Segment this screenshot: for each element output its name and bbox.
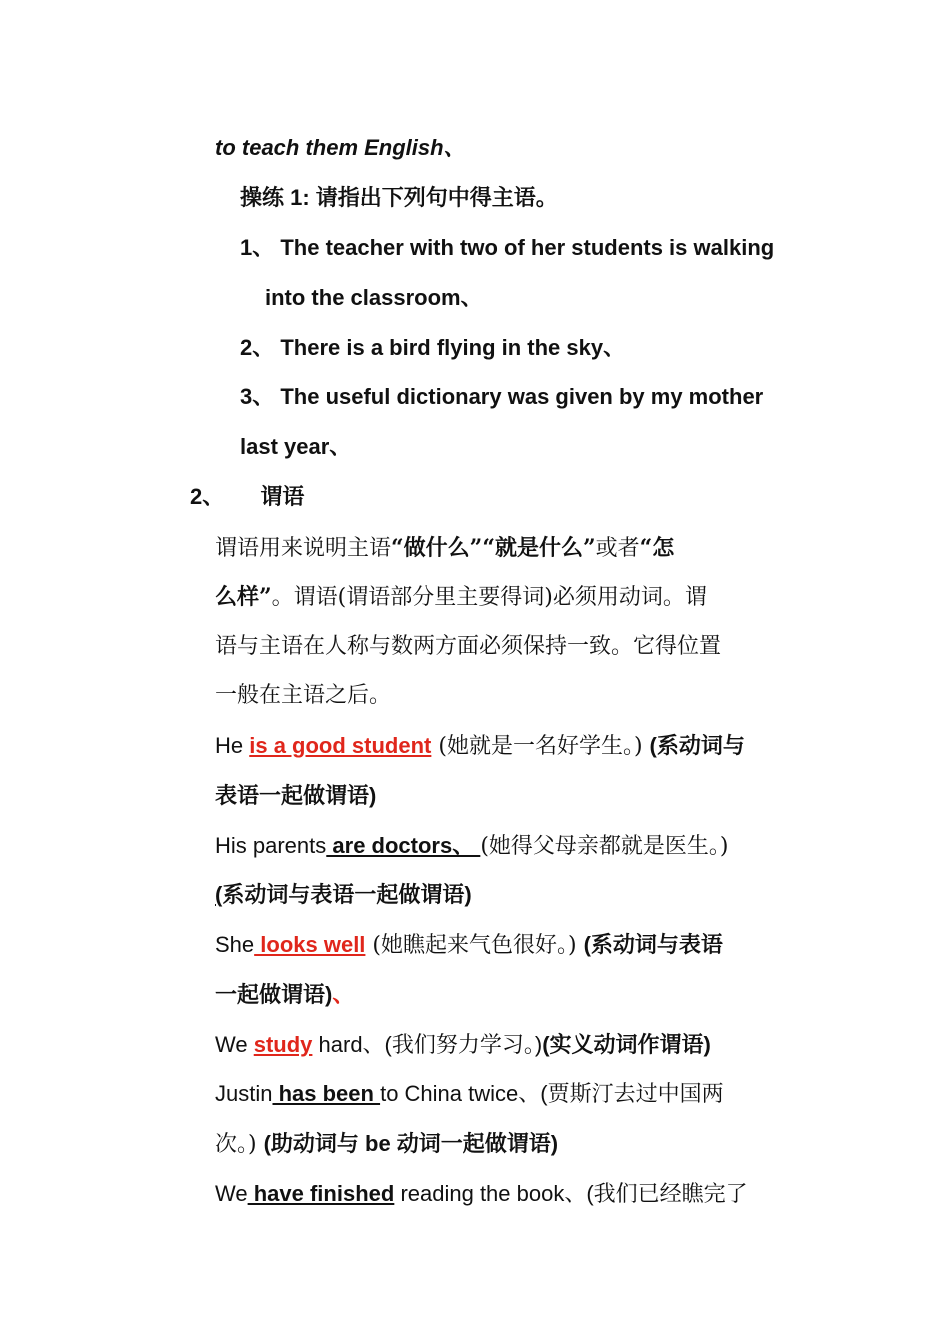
example-predicate: have finished [247, 1181, 395, 1206]
example-3 [215, 930, 723, 961]
example-note: (助动词与 be 动词一起做谓语) [263, 1131, 559, 1156]
paragraph-text: 或者 [595, 536, 640, 561]
paragraph-text: 。谓语(谓语部分里主要得词)必须用动词。谓 [271, 585, 707, 610]
example-note: ( [215, 882, 223, 907]
example-translation: (她得父母亲都就是医生。) [480, 834, 729, 859]
example-2-note [215, 880, 472, 910]
paragraph-line: 一般在主语之后。 [215, 683, 392, 708]
exercise-item-3-cont: last year、 [240, 434, 352, 459]
example-predicate: is a good student [249, 733, 432, 758]
example-note: 系动词与表语一起做谓语) [222, 882, 472, 907]
section-number: 2、 [190, 484, 225, 509]
exercise-heading: 操练 1: 请指出下列句中得主语。 [240, 185, 558, 210]
example-translation: reading the book、(我们已经瞧完了 [394, 1181, 748, 1206]
paragraph-emphasis: “怎 [639, 535, 675, 561]
example-5-cont [215, 1129, 558, 1160]
paragraph-line [215, 533, 674, 564]
example-predicate: are doctors、 [326, 833, 481, 858]
example-translation: to China twice、(贾斯汀去过中国两 [380, 1081, 724, 1106]
section-heading [190, 482, 304, 512]
example-text: We [215, 1032, 254, 1057]
example-4 [215, 1030, 711, 1060]
example-2 [215, 831, 729, 862]
example-note: 一起做谓语) [215, 982, 333, 1007]
example-note: 、 [332, 982, 355, 1007]
section-title: 谓语 [260, 484, 305, 509]
example-text: His parents [215, 833, 327, 858]
example-text: She [215, 932, 255, 957]
example-predicate: study [253, 1032, 313, 1057]
paragraph-text: 谓语用来说明主语 [215, 536, 392, 561]
exercise-item-1: 1、 The teacher with two of her students is walking [240, 235, 775, 260]
paragraph-emphasis: “做什么”“就是什么” [391, 535, 596, 561]
example-translation: (她瞧起来气色很好。) [365, 933, 584, 958]
paragraph-emphasis: 么样” [215, 584, 272, 610]
example-5 [215, 1079, 724, 1109]
example-note: (实义动词作谓语) [542, 1032, 711, 1057]
example-note: (系动词与表语 [583, 932, 723, 957]
example-1-note-cont: 表语一起做谓语) [215, 783, 377, 808]
example-6 [215, 1179, 748, 1209]
exercise-item-3: 3、 The useful dictionary was given by my mother [240, 384, 764, 409]
example-translation: (她就是一名好学生。) [431, 734, 650, 759]
example-1 [215, 731, 745, 762]
text-line: to teach them English、 [215, 135, 466, 160]
example-text: We [215, 1181, 248, 1206]
paragraph-line [215, 582, 707, 613]
exercise-item-2: 2、 There is a bird flying in the sky、 [240, 335, 626, 360]
example-predicate: has been [272, 1081, 381, 1106]
paragraph-line: 语与主语在人称与数两方面必须保持一致。它得位置 [215, 634, 722, 659]
exercise-item-1-cont: into the classroom、 [265, 285, 483, 310]
example-note: (系动词与 [649, 733, 745, 758]
example-text: Justin [215, 1081, 273, 1106]
example-3-note-cont [215, 980, 354, 1010]
example-predicate: looks well [254, 932, 366, 957]
example-translation: hard、(我们努力学习。) [312, 1032, 543, 1057]
example-text: He [215, 733, 250, 758]
example-translation: 次。) [215, 1132, 264, 1157]
